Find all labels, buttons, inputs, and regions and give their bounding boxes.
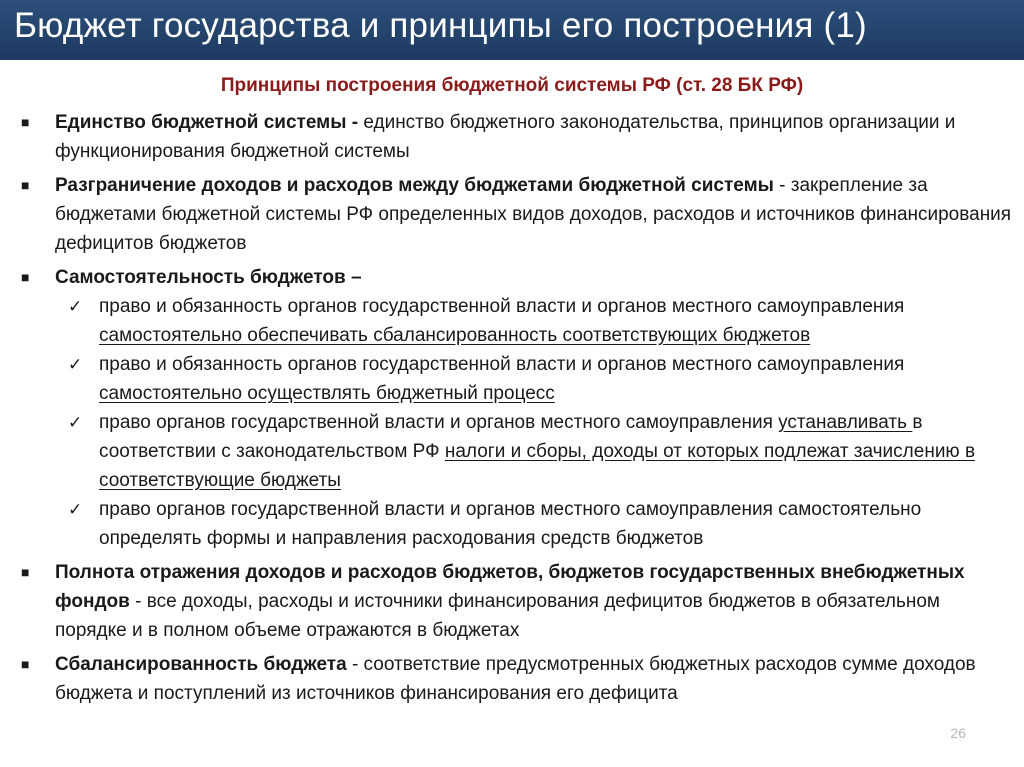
principle-term: Разграничение доходов и расходов между бюджетами бюджетной системы (55, 175, 774, 196)
principle-text: единство бюджетного законодательства, принципов организации и функционирования бюджетной системы (55, 112, 956, 162)
principles-list (0, 108, 1024, 708)
slide-title: Бюджет государства и принципы его построения (1) (14, 6, 867, 45)
principle-independence (0, 263, 1024, 292)
subitem-underlined-text: самостоятельно обеспечивать сбалансированность соответствующих бюджетов (99, 325, 811, 346)
subitem-text: право органов государственной власти и органов местного самоуправления самостоятельно определять формы и направления расходования средств бюджетов (99, 499, 922, 549)
principle-delimitation (0, 171, 1024, 258)
square-bullet-icon: ■ (21, 656, 30, 672)
page-number: 26 (950, 725, 966, 741)
principle-term: Самостоятельность бюджетов – (55, 267, 362, 288)
principle-term: Сбалансированность бюджета (55, 654, 347, 675)
square-bullet-icon: ■ (21, 114, 30, 130)
square-bullet-icon: ■ (21, 564, 30, 580)
principle-term: Единство бюджетной системы - (55, 112, 359, 133)
subitem-text: в соответствии с законодательством РФ (99, 412, 923, 462)
independence-subitem (0, 350, 1024, 408)
independence-subitem (0, 495, 1024, 553)
subitem-text: право и обязанность органов государственной власти и органов местного самоуправления (99, 296, 905, 317)
square-bullet-icon: ■ (21, 269, 30, 285)
principle-balance (0, 650, 1024, 708)
checkmark-icon: ✓ (68, 413, 83, 432)
subitem-text: право и обязанность органов государственной власти и органов местного самоуправления (99, 354, 905, 375)
title-bar (0, 0, 1024, 60)
principle-text: - соответствие предусмотренных бюджетных расходов сумме доходов бюджета и поступлений из источников финансирования его дефицита (55, 654, 976, 704)
checkmark-icon: ✓ (68, 500, 83, 519)
principle-unity (0, 108, 1024, 166)
square-bullet-icon: ■ (21, 177, 30, 193)
principle-term: Полнота отражения доходов и расходов бюджетов, бюджетов государственных внебюджетных фондов (55, 562, 965, 612)
subitem-underlined-text: устанавливать (778, 412, 913, 433)
slide-subtitle: Принципы построения бюджетной системы РФ (ст. 28 БК РФ) (220, 75, 804, 96)
independence-subitem (0, 292, 1024, 350)
principle-text: - закрепление за бюджетами бюджетной системы РФ определенных видов доходов, расходов и источников финансирования дефицитов бюджетов (55, 175, 1012, 254)
independence-subitem (0, 408, 1024, 495)
checkmark-icon: ✓ (68, 297, 83, 316)
subitem-text: право органов государственной власти и органов местного самоуправления (99, 412, 779, 433)
principle-text: - все доходы, расходы и источники финансирования дефицитов бюджетов в обязательном порядке и в полном объеме отражаются в бюджетах (55, 591, 940, 641)
checkmark-icon: ✓ (68, 355, 83, 374)
subitem-underlined-text: самостоятельно осуществлять бюджетный процесс (99, 383, 555, 404)
principle-completeness (0, 558, 1024, 645)
subitem-underlined-text: налоги и сборы, доходы от которых подлежат зачислению в соответствующие бюджеты (99, 441, 976, 491)
